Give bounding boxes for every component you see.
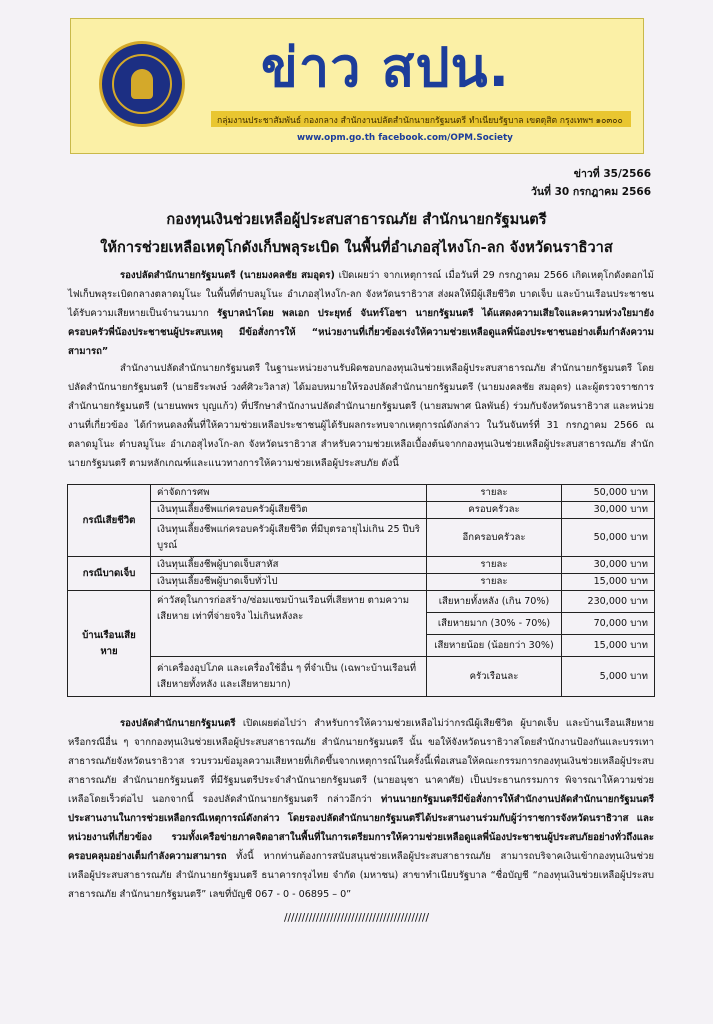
seal-emblem-icon [112,54,172,114]
item-cell: ค่าวัสดุในการก่อสร้าง/ซ่อมแซมบ้านเรือนที่เสียหาย ตามความเสียหาย เท่าที่จ่ายจริง ไม่เกินหลังละ [151,591,427,657]
category-death: กรณีเสียชีวิต [68,485,151,557]
unit-cell: อีกครอบครัวละ [427,519,562,557]
aid-table [67,484,655,697]
amount-cell: 30,000 บาท [562,502,655,519]
paragraph-3 [68,714,654,904]
banner-subtitle: กลุ่มงานประชาสัมพันธ์ กองกลาง สำนักงานปลัดสำนักนายกรัฐมนตรี ทำเนียบรัฐบาล เขตดุสิต กรุงเทพฯ ๑๐๓๐๐ [217,116,623,126]
table-row [68,485,655,502]
category-injury: กรณีบาดเจ็บ [68,557,151,591]
news-meta [531,165,651,201]
amount-cell: 50,000 บาท [562,485,655,502]
news-banner [70,18,644,154]
unit-cell: เสียหายทั้งหลัง (เกิน 70%) [427,591,562,613]
unit-cell: รายละ [427,574,562,591]
unit-cell: เสียหายน้อย (น้อยกว่า 30%) [427,635,562,657]
paragraph-3-body-1: เปิดเผยต่อไปว่า สำหรับการให้ความช่วยเหลือไม่ว่ากรณีผู้เสียชีวิต ผู้บาดเจ็บ และบ้านเรือนเสียหาย หรือกรณีอื่น ๆ จากกองทุนเงินช่วยเหลือผู้ประสบสาธารณภัย สำนักนายกรัฐมนตรี นั้น ขอให้จังหวัดนราธิวาสโดยสำนักงานป้องกันและบรรเทาสาธารณภัยจังหวัดนราธิวาส รวบรวมข้อมูลความเสียหายที่เกิดขึ้นจากเหตุการณ์ในครั้งนี้เพื่อเสนอให้คณะกรรมการกองทุนเงินช่วยเหลือผู้ประสบสาธารณภัย สำนักนายกรัฐมนตรี ที่มีรัฐมนตรีประจำสำนักนายกรัฐมนตรี (นายอนุชา นาคาศัย) เป็นประธานกรรมการ พิจารณาให้ความช่วยเหลือโดยเร็วต่อไป นอกจากนี้ รองปลัดสำนักนายกรัฐมนตรี กล่าวอีกว่า [68,718,654,805]
paragraph-3-lead: รองปลัดสำนักนายกรัฐมนตรี [120,718,236,729]
item-cell: ค่าจัดการศพ [151,485,427,502]
paragraph-1-body: เปิดเผยว่า จากเหตุการณ์ เมื่อวันที่ 29 กรกฎาคม 2566 เกิดเหตุโกดังตอกไม้ไฟเก็บพลุระเบิดกลางตลาดมูโนะ ในพื้นที่ตำบลมูโนะ อำเภอสุไหงโก-ลก จังหวัดนราธิวาส ส่งผลให้มีผู้เสียชีวิต บาดเจ็บ และบ้านเรือนประชาชนได้รับความเสียหายเป็นจำนวนมาก [68,270,655,319]
item-cell: ค่าเครื่องอุปโภค และเครื่องใช้อื่น ๆ ที่จำเป็น (เฉพาะบ้านเรือนที่เสียหายทั้งหลัง และเสียหายมาก) [151,657,427,697]
amount-cell: 230,000 บาท [562,591,655,613]
table-row [68,574,655,591]
news-date: วันที่ 30 กรกฎาคม 2566 [530,186,651,198]
unit-cell: เสียหายมาก (30% - 70%) [427,613,562,635]
news-number: ข่าวที่ 35/2566 [573,168,651,180]
item-cell: เงินทุนเลี้ยงชีพแก่ครอบครัวผู้เสียชีวิต [151,502,427,519]
category-house: บ้านเรือนเสียหาย [68,591,151,697]
unit-cell: ครัวเรือนละ [427,657,562,697]
paragraph-1 [68,266,654,361]
headline-line-2: ให้การช่วยเหลือเหตุโกดังเก็บพลุระเบิด ในพื้นที่อำเภอสุไหงโก-ลก จังหวัดนราธิวาส [100,239,613,256]
opm-seal-logo [99,41,185,127]
unit-cell: รายละ [427,557,562,574]
closing-divider: ///////////////////////////////////////// [283,912,430,924]
paragraph-1-lead: รองปลัดสำนักนายกรัฐมนตรี (นายมงคลชัย สมอุดร) [120,270,335,281]
table-row [68,657,655,697]
amount-cell: 50,000 บาท [562,519,655,557]
item-cell: เงินทุนเลี้ยงชีพผู้บาดเจ็บสาหัส [151,557,427,574]
item-cell: เงินทุนเลี้ยงชีพแก่ครอบครัวผู้เสียชีวิต ที่มีบุตรอายุไม่เกิน 25 ปีบริบูรณ์ [151,519,427,557]
paragraph-1-bold: รัฐบาลนำโดย พลเอก ประยุทธ์ จันทร์โอชา นายกรัฐมนตรี ได้แสดงความเสียใจและความห่วงใยมายังครอบครัวพี่น้องประชาชนผู้ประสบเหตุ มีข้อสั่งการให้ “หน่วยงานที่เกี่ยวข้องเร่งให้ความช่วยเหลือดูแลพี่น้องประชาชนอย่างเต็มกำลังความสามารถ” [68,308,654,357]
amount-cell: 30,000 บาท [562,557,655,574]
table-row [68,502,655,519]
table-row [68,519,655,557]
item-cell: เงินทุนเลี้ยงชีพผู้บาดเจ็บทั่วไป [151,574,427,591]
paragraph-2: สำนักงานปลัดสำนักนายกรัฐมนตรี ในฐานะหน่วยงานรับผิดชอบกองทุนเงินช่วยเหลือผู้ประสบสาธารณภัย สำนักนายกรัฐมนตรี โดยปลัดสำนักนายกรัฐมนตรี (นายธีระพงษ์ วงศ์ศิวะวิลาส) ได้มอบหมายให้รองปลัดสำนักนายกรัฐมนตรี (นายมงคลชัย สมอุดร) และผู้ตรวจราชการสำนักนายกรัฐมนตรี (นายนพพร บุญแก้ว) ที่ปรึกษาสำนักงานปลัดสำนักนายกรัฐมนตรี (นายสมพาศ นิลพันธ์) ร่วมกับจังหวัดนราธิวาส และหน่วยงานที่เกี่ยวข้อง ได้กำหนดลงพื้นที่ให้ความช่วยเหลือประชาชนผู้ได้รับผลกระทบจากเหตุการณ์ดังกล่าว ในวันจันทร์ที่ 31 กรกฎาคม 2566 ณ ตลาดมูโนะ ตำบลมูโนะ อำเภอสุไหงโก-ลก จังหวัดนราธิวาส สำหรับความช่วยเหลือเบื้องต้นจากกองทุนเงินช่วยเหลือผู้ประสบสาธารณภัย สำนักนายกรัฐมนตรี ตามหลักเกณฑ์และแนวทางการให้ความช่วยเหลือผู้ประสบภัย ดังนี้ [68,363,654,469]
amount-cell: 5,000 บาท [562,657,655,697]
paragraph-3-body-2: ทั้งนี้ หากท่านต้องการสนับสนุนช่วยเหลือผู้ประสบสาธารณภัย สามารถบริจาคเงินเข้ากองทุนเงินช่วยเหลือผู้ประสบสาธารณภัย สำนักนายกรัฐมนตรี ธนาคารกรุงไทย จำกัด (มหาชน) สาขาทำเนียบรัฐบาล “ชื่อบัญชี “กองทุนเงินช่วยเหลือผู้ประสบสาธารณภัย สำนักนายกรัฐมนตรี” เลขที่บัญชี 067 - 0 - 06895 – 0” [68,851,654,900]
table-row [68,591,655,613]
headline-line-1: กองทุนเงินช่วยเหลือผู้ประสบสาธารณภัย สำนักนายกรัฐมนตรี [166,211,547,228]
amount-cell: 15,000 บาท [562,635,655,657]
unit-cell: รายละ [427,485,562,502]
banner-website: www.opm.go.th facebook.com/OPM.Society [297,133,513,143]
banner-title: ข่าว สปน. [261,36,511,99]
unit-cell: ครอบครัวละ [427,502,562,519]
paragraph-3-bold: ท่านนายกรัฐมนตรีมีข้อสั่งการให้สำนักงานปลัดสำนักนายกรัฐมนตรีประสานงานในการช่วยเหลือกรณีเหตุการณ์ดังกล่าว โดยรองปลัดสำนักนายกรัฐมนตรีได้ประสานงานร่วมกับผู้ว่าราชการจังหวัดนราธิวาส และหน่วยงานที่เกี่ยวข้อง รวมทั้งเครือข่ายภาคจิตอาสาในพื้นที่ในการเตรียมการให้ความช่วยเหลือดูแลพี่น้องประชาชนผู้ประสบภัยอย่างทั่วถึงและครอบคลุมอย่างเต็มกำลังความสามารถ [68,794,654,862]
amount-cell: 70,000 บาท [562,613,655,635]
table-row [68,557,655,574]
amount-cell: 15,000 บาท [562,574,655,591]
